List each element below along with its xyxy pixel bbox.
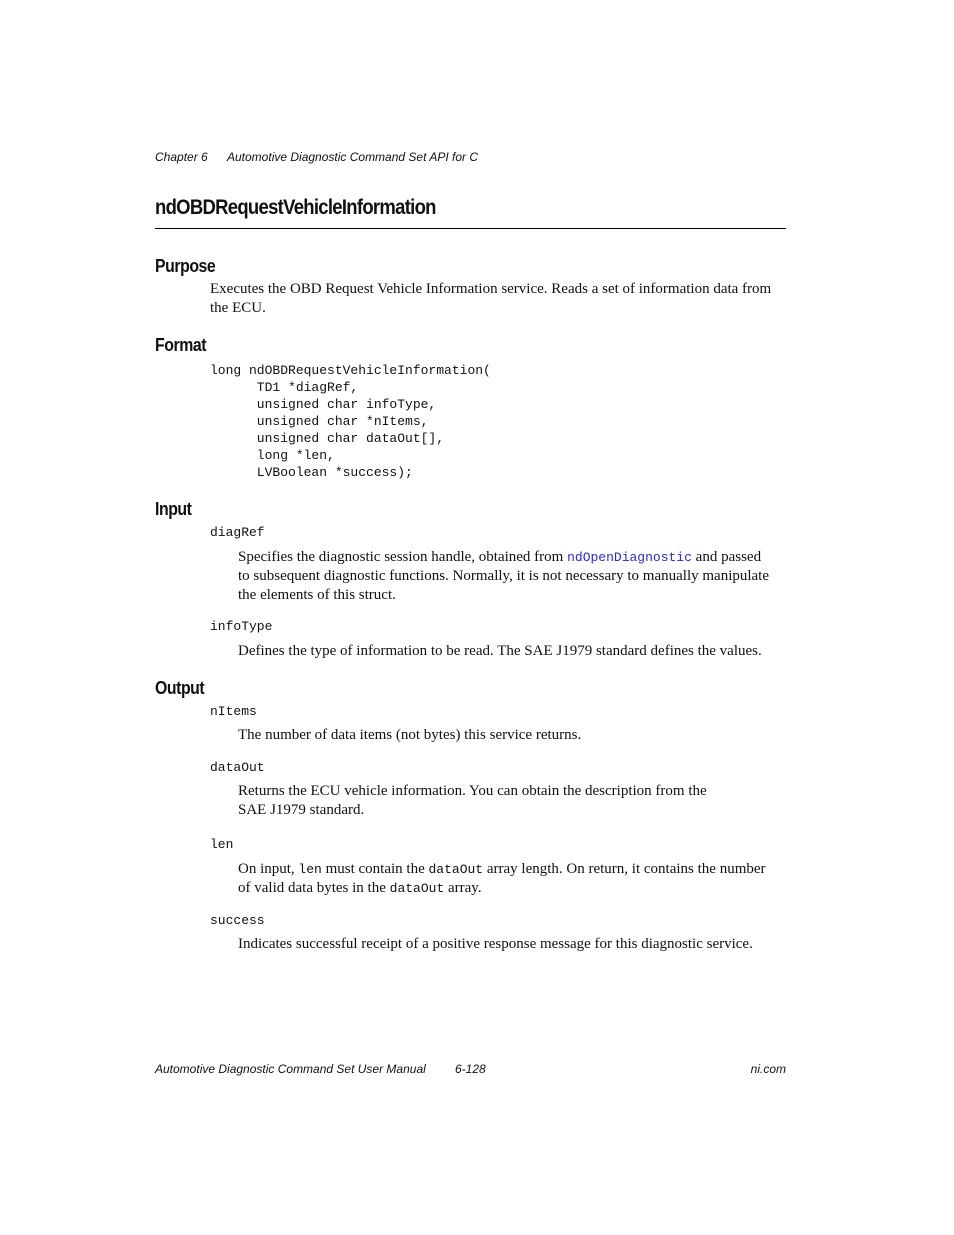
success-description: Indicates successful receipt of a positive response message for this diagnostic service. <box>238 936 753 952</box>
running-header <box>155 150 478 164</box>
footer-site[interactable]: ni.com <box>750 1062 786 1076</box>
len-description: On input, len must contain the dataOut array length. On return, it contains the number of valid data bytes in the dataOut array. <box>238 861 766 896</box>
function-signature: long ndOBDRequestVehicleInformation( TD1 *diagRef, unsigned char infoType, unsigned char *nItems, unsigned char dataOut[], long *len, LVBoolean *success); <box>210 363 491 480</box>
param-nItems: nItems <box>210 704 257 719</box>
function-title: ndOBDRequestVehicleInformation <box>155 196 436 219</box>
infoType-description: Defines the type of information to be read. The SAE J1979 standard defines the values. <box>238 643 762 659</box>
chapter-label: Chapter 6 <box>155 150 208 164</box>
param-infoType: infoType <box>210 619 273 634</box>
dataOut-description: Returns the ECU vehicle information. You can obtain the description from the SAE J1979 standard. <box>238 783 707 818</box>
param-success: success <box>210 913 265 928</box>
format-heading: Format <box>155 335 207 355</box>
title-rule <box>155 228 786 229</box>
input-heading: Input <box>155 499 192 519</box>
param-len: len <box>210 837 234 852</box>
diagRef-description: Specifies the diagnostic session handle, obtained from ndOpenDiagnostic and passed to subsequent diagnostic functions. Normally, it is not necessary to manually manipulate the elements of this struct. <box>238 549 770 603</box>
nItems-description: The number of data items (not bytes) this service returns. <box>238 727 582 743</box>
ndOpenDiagnostic-link[interactable]: ndOpenDiagnostic <box>567 550 692 565</box>
footer-manual-title: Automotive Diagnostic Command Set User Manual <box>155 1062 426 1076</box>
param-diagRef: diagRef <box>210 525 265 540</box>
output-heading: Output <box>155 678 205 698</box>
param-dataOut: dataOut <box>210 760 265 775</box>
footer-page-number: 6-128 <box>455 1062 486 1076</box>
purpose-text: Executes the OBD Request Vehicle Information service. Reads a set of information data from the ECU. <box>210 281 772 316</box>
chapter-title: Automotive Diagnostic Command Set API for C <box>227 150 478 164</box>
purpose-heading: Purpose <box>155 256 216 276</box>
